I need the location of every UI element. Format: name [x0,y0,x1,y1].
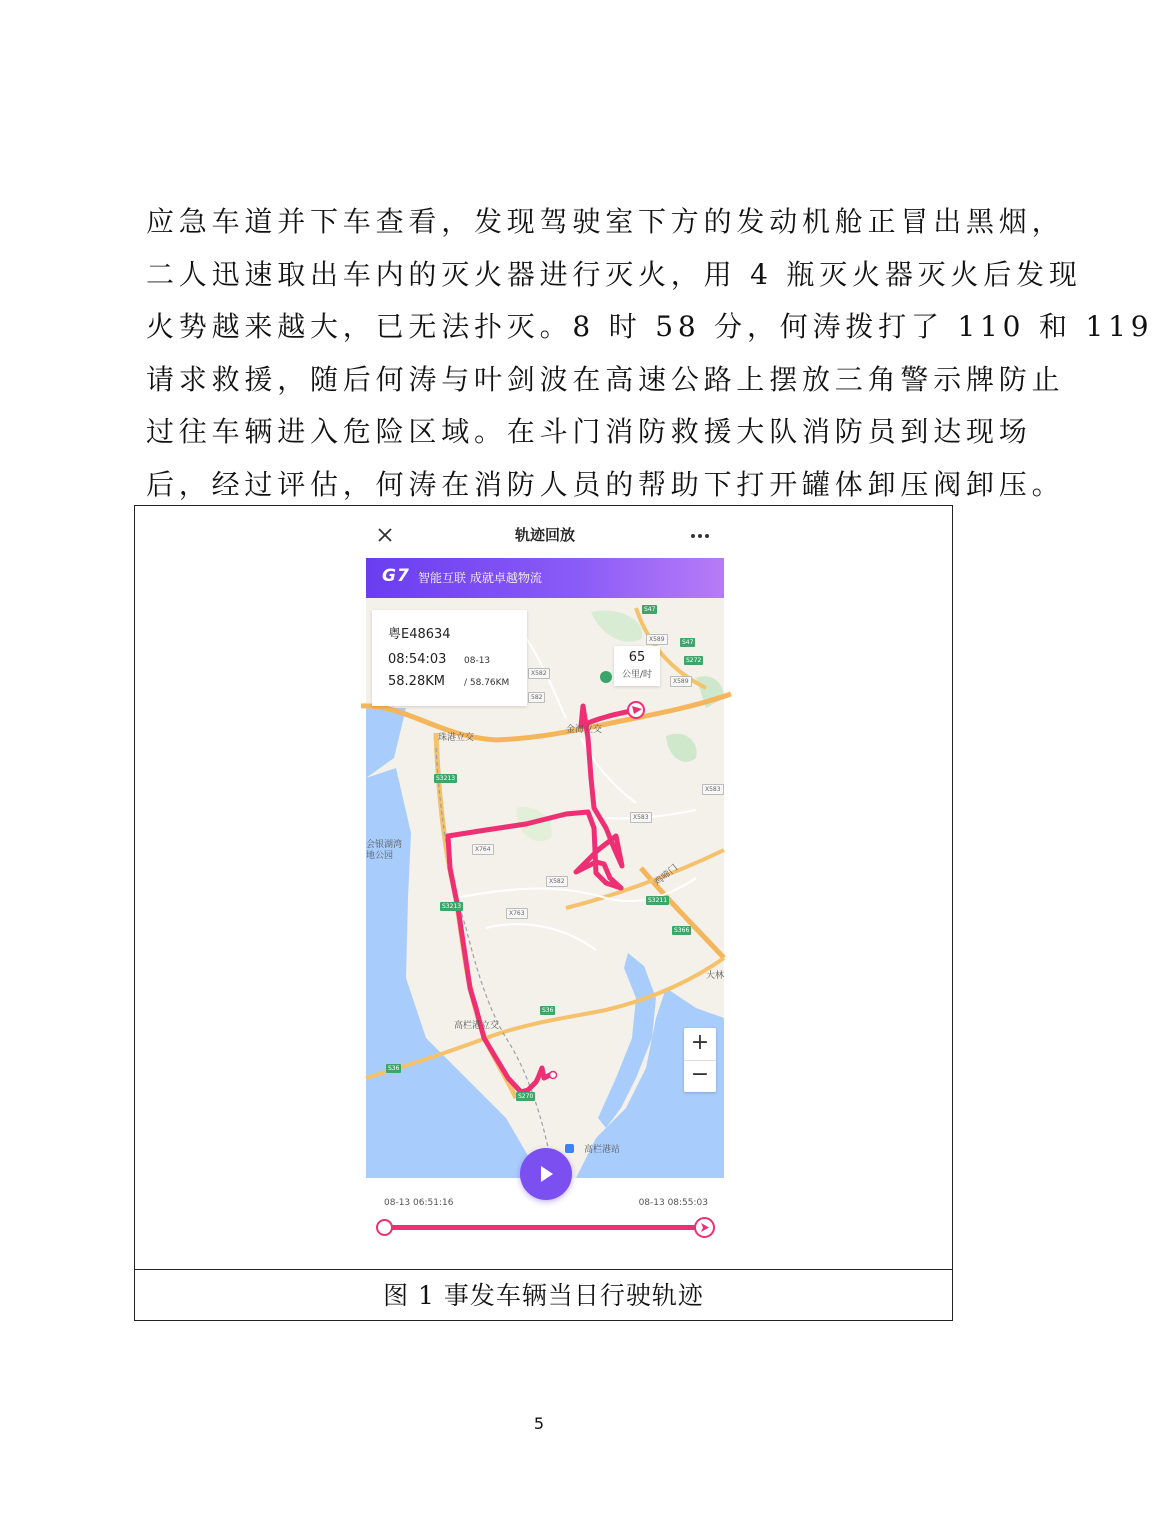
page-number: 5 [533,1414,545,1433]
zoom-in-button[interactable]: + [684,1028,716,1061]
road-tag: X582 [546,876,568,887]
road-tag: S3211 [648,897,668,904]
paragraph-line: 后，经过评估，何涛在消防人员的帮助下打开罐体卸压阀卸压。 [146,467,1065,501]
body-paragraph [146,196,1153,511]
paragraph-line: 过往车辆进入危险区域。在斗门消防救援大队消防员到达现场 [146,415,1032,448]
progress-end-handle[interactable] [694,1217,715,1238]
road-tag: X763 [506,908,528,919]
direction-arrow-icon [696,1219,713,1236]
road-tag: S36 [542,1007,554,1014]
speed-value: 65 [628,650,646,665]
paragraph-line: 火势越来越大，已无法扑灭。8 时 58 分，何涛拨打了 110 和 119 [146,310,1153,343]
app-top-bar [366,514,724,558]
promo-banner [366,558,724,598]
license-plate: 粤E48634 [388,627,451,642]
speed-unit: 公里/时 [621,670,653,680]
sea-area [366,768,541,1178]
playback-progress-bar[interactable] [384,1225,706,1230]
road-tag: S366 [674,927,690,934]
green-area [666,734,697,762]
poi-marker [600,671,612,683]
track-map[interactable] [366,598,724,1178]
play-icon [520,1148,572,1200]
route-start-marker [550,1072,557,1079]
road-tag: 582 [528,692,545,703]
page-title: 轨迹回放 [514,526,575,544]
speed-card [614,646,660,686]
app-screenshot [366,514,724,1257]
playback-start-time: 08-13 06:51:16 [384,1198,454,1208]
road-tag: S3213 [442,903,462,910]
paragraph-line: 请求救援，随后何涛与叶剑波在高速公路上摆放三角警示牌防止 [146,362,1065,396]
road-tag: X583 [702,784,724,795]
minor-road [486,924,596,950]
road-tag: S3213 [436,775,456,782]
zoom-out-button[interactable]: − [690,1062,710,1087]
current-date: 08-13 [464,656,491,666]
road-tag: S36 [388,1065,400,1072]
total-distance: / 58.76KM [464,678,510,688]
place-label: 鸡啼门 [652,863,681,889]
current-distance: 58.28KM [388,674,445,689]
caption-divider [135,1269,952,1270]
place-label: 金海立交 [566,725,603,735]
road-tag: S47 [644,606,656,613]
road-tag: S47 [682,639,694,646]
place-label: 高栏港站 [584,1145,621,1155]
banner-slogan: 智能互联 成就卓越物流 [418,571,542,585]
vehicle-info-card [372,610,527,706]
road-tag: X583 [630,812,652,823]
place-label: 会银湖湾地公园 [366,840,403,861]
progress-start-handle[interactable] [376,1219,393,1236]
road-tag: X582 [528,668,550,679]
road-tag: S272 [686,657,702,664]
road-tag: X589 [670,676,692,687]
road-tag: S270 [518,1093,534,1100]
play-button[interactable] [520,1148,572,1200]
figure-frame [134,505,953,1321]
place-label: 大林 [706,971,725,981]
road-tag: X589 [646,634,668,645]
figure-caption: 图 1 事发车辆当日行驶轨迹 [383,1281,704,1310]
more-icon[interactable] [688,526,712,546]
current-time: 08:54:03 [388,652,447,667]
g7-logo: G7 [382,566,410,586]
paragraph-line: 二人迅速取出车内的灭火器进行灭火，用 4 瓶灭火器灭火后发现 [146,257,1082,291]
place-label: 高栏港立交 [454,1021,500,1031]
sea-area [366,708,406,778]
green-area [591,610,642,641]
paragraph-line: 应急车道并下车查看，发现驾驶室下方的发动机舱正冒出黑烟， [146,205,1065,238]
zoom-control [684,1028,716,1092]
road-tag: X764 [472,844,494,855]
place-label: 珠港立交 [438,733,475,743]
playback-end-time: 08-13 08:55:03 [638,1198,708,1208]
